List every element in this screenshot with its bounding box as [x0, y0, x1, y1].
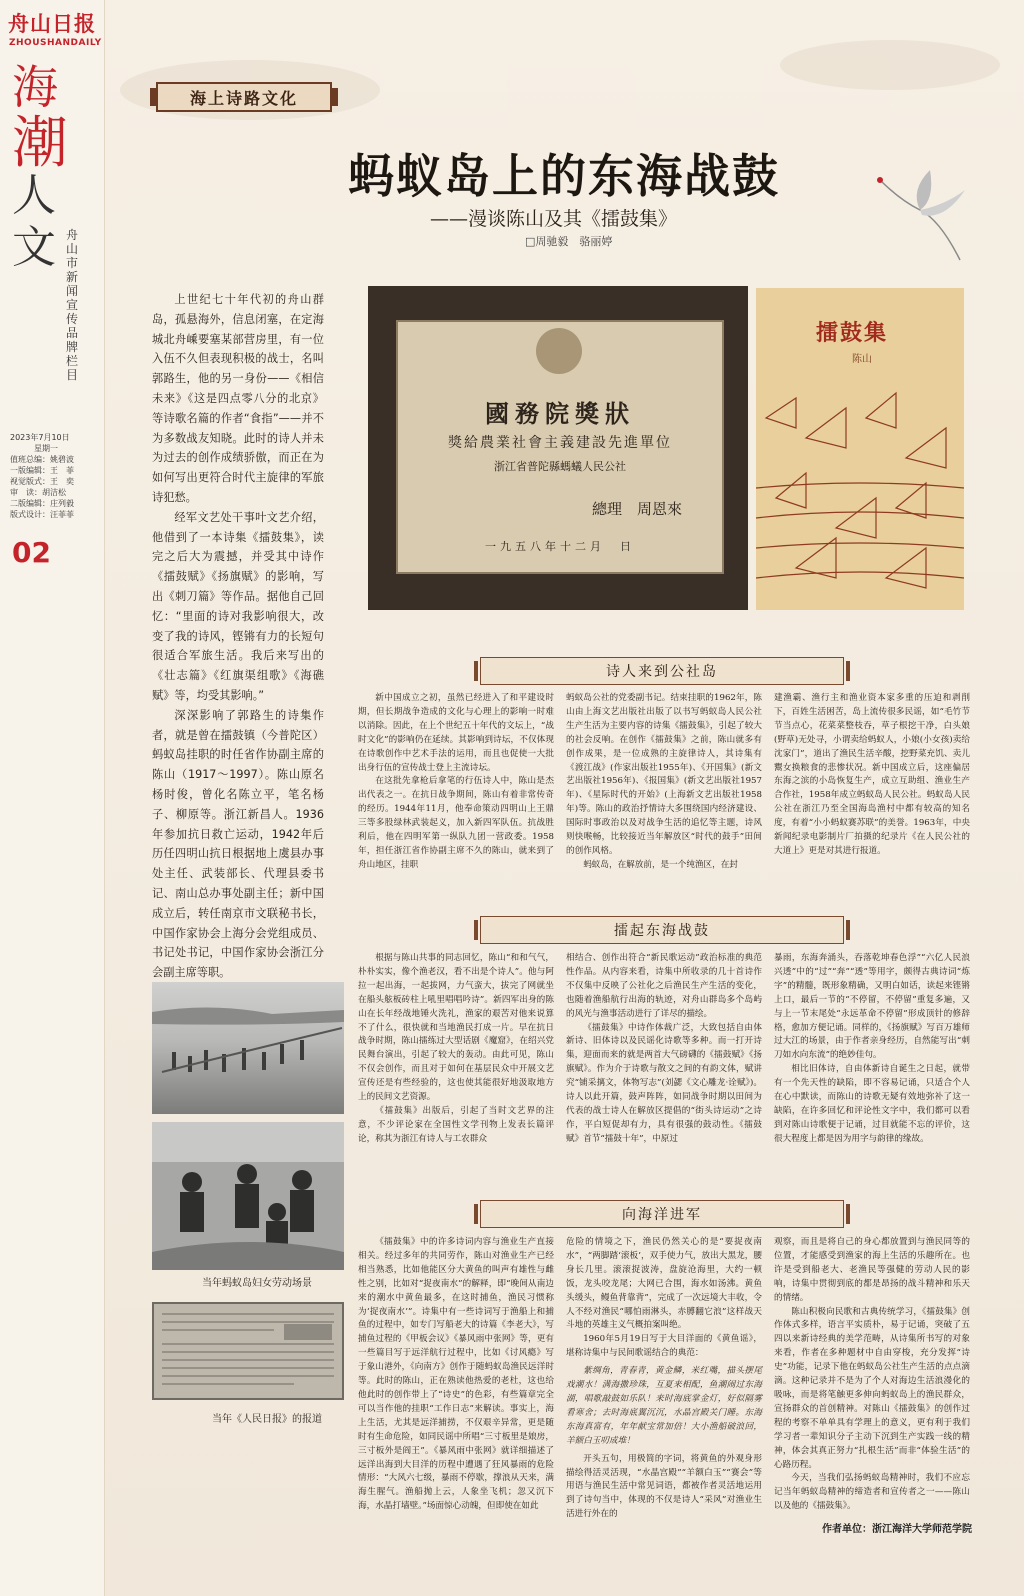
article-paragraph: 今天，当我们弘扬蚂蚁岛精神时，我们不应忘记当年蚂蚁岛精神的缔造者和宣传者之一——陈山以及他的《擂鼓集》。: [774, 1473, 970, 1512]
column-title-char: 人: [12, 170, 56, 221]
sidebar: [0, 0, 105, 1596]
weekday: 星期一: [34, 444, 58, 453]
article-column: [774, 952, 970, 1147]
article-paragraph: 1960年5月19日写于大目洋面的《黄鱼谣》，堪称诗集中与民间歌谣结合的典范：: [566, 1334, 762, 1359]
book-author: 陈山: [852, 354, 872, 365]
intro-paragraph: 深深影响了郭路生的诗集作者，就是曾在擂鼓镇（今普陀区）蚂蚁岛挂职的时任省作协副主席的陈山（1917～1997）。陈山原名杨时俊，曾化名陈立平，笔名杨子、柳原等。浙江新昌人。1936年参加抗日救亡运动，1942年后历任四明山抗日根据地上虞县办事处主任、武装部长、代理县委书记、南山总办事处副主任；新中国成立后，转任南京市文联秘书长，中国作家协会上海分会党组成员、书记处书记，中国作家协会浙江分会副主席等职。: [152, 708, 324, 980]
masthead-logo: 舟山日报: [8, 11, 96, 36]
editor-credit: 版式设计：汪菲菲: [10, 510, 74, 519]
editor-credit: 二版编辑：庄列毅: [10, 499, 74, 508]
article-column: [774, 692, 970, 859]
section-heading: 擂起东海战鼓: [480, 916, 844, 944]
intro-paragraph: 经军文艺处干事叶文艺介绍，他借到了一本诗集《擂鼓集》，读完之后大为震撼，并受其中诗作《擂鼓赋》《扬旗赋》的影响，写出《刺刀篇》等作品。据他自己回忆：“里面的诗对我影响很大，改变了我的诗风，铿锵有力的长短句很适合军旅生活。我后来写出的《壮志篇》《红旗渠组歌》《海礁赋》等，均受其影响。”: [152, 510, 324, 702]
national-emblem-icon: [536, 328, 582, 374]
author-affiliation: 作者单位：浙江海洋大学师范学院: [822, 1524, 972, 1535]
article-paragraph: 新中国成立之初，虽然已经进入了和平建设时期，但长期战争造成的文化与心理上的影响一时难以消除。因此，在上个世纪五十年代的文坛上，“战时文化”的影响仍在延续。其影响到诗坛，不仅体现在诗歌创作中艺术手法的运用，而且也促使一大批出身行伍的宣传战士登上主流诗坛。: [358, 693, 554, 773]
editor-credit: 审 读：胡洁松: [10, 488, 66, 497]
crane-illustration: [860, 160, 970, 270]
subheadline: ——漫谈陈山及其《擂鼓集》: [430, 208, 678, 230]
article-paragraph: 开头五句，用极简的字词，将黄鱼的外观身形描绘得活灵活现，“水晶宫殿”“羊额白玉”“赛会”等用语与渔民生活中常见词语，都被作者灵活地运用到了诗句当中，体现的不仅是诗人“采风”对渔业生活进行外在的: [566, 1453, 762, 1520]
page-number: 02: [12, 536, 51, 569]
editor-credit: 值班总编：姚碧波: [10, 455, 74, 464]
article-column: [566, 952, 762, 1147]
article-column: [358, 952, 554, 1147]
certificate-line: 獎給農業社會主義建設先進單位: [448, 435, 672, 451]
beach-scene: [152, 982, 344, 1114]
article-column: [774, 1236, 970, 1514]
article-column: [566, 692, 762, 873]
intro-text: [152, 290, 324, 983]
editor-credit: 一版编辑：王 菲: [10, 466, 74, 475]
issue-date: 2023年7月10日: [10, 433, 70, 442]
article-column: [358, 1236, 554, 1514]
book-title: 擂鼓集: [816, 320, 889, 346]
poem-excerpt: 紫绸角，青春青，黄金鳞，米红嘴，描头摆尾戏潮水！满海撒珍珠，互夏来相配，鱼潮闹过东海湖，唱歌敲鼓如乐队！来时海底掌金灯，好似隔雾看寒舍；去时海底翼沉沉，水晶宫殿关门睡。东海东海真富有，年年献宝常加倍！大小渔船破浪回，羊额白玉叨成堆！: [566, 1366, 762, 1446]
beach-photo: [152, 982, 344, 1114]
editorial-info: [10, 432, 96, 520]
article-paragraph: 相结合、创作出符合“新民歌运动”政治标准的典范性作品。从内容来看，诗集中所收录的几十首诗作不仅集中反映了公社化之后渔民生产生活的变化，也随着渔船航行出海的轨迹，对舟山群岛多个岛屿的风光与渔事活动进行了详尽的描绘。: [566, 953, 762, 1019]
newspaper-clipping: [154, 1304, 342, 1398]
peoples-daily-photo: [152, 1302, 344, 1400]
article-paragraph: 在这批先拿枪后拿笔的行伍诗人中，陈山是杰出代表之一。在抗日战争期间，陈山有着非常传奇的经历。1944年11月，他奉命策动四明山上王鼎三等多股绿林武装起义，加入新四军队伍。抗战胜利后，他在四明军第一纵队九团一营政委。1958年，担任浙江省作协副主席不久的陈山，就来到了舟山地区，挂职: [358, 776, 554, 870]
editor-credit: 视觉版式：王 奕: [10, 477, 74, 486]
column-title-char: 海: [12, 60, 58, 114]
section-tag: 海上诗路文化: [156, 82, 332, 112]
article-paragraph: 蚂蚁岛公社的党委副书记。结束挂职的1962年，陈山由上海文艺出版社出版了以书写蚂蚁岛人民公社生产生活为主要内容的诗集《擂鼓集》，引起了较大的社会反响。在创作《擂鼓集》之前，陈山就多有创作成果，是一位成熟的主旋律诗人，其诗集有《渡江战》(作家出版社1955年)、《开国集》(新文艺出版社1956年)、《报国集》(新文艺出版社1957年)、《星际时代的开始》(上海新文艺出版社1958年)等。陈山的政治抒情诗大多围绕国内经济建设、国际时事政治以及对战争生活的追忆等主题，诗风则快喉畅，比较接近当年解放区“时代的鼓手”田间的创作风格。: [566, 693, 762, 856]
headline: 蚂蚁岛上的东海战鼓: [348, 149, 780, 203]
article-paragraph: 危险的情境之下，渔民仍然关心的是“要捉夜南水”，“两脚踏‘滚板’，双手使力气，放出大黑龙，腰身长几里。滚滚捉波涛，盘旋沧海里，大约一顿饭，龙头咬龙尾；大网已合围，海水如汤沸。黄鱼头缓头，鳗鱼背靠背”，完成了一次远境大丰收，令人不经对渔民“哪怕雨淋头，赤膊翻它浪”这样战天斗地的英雄主义气概拍案叫绝。: [566, 1237, 762, 1331]
article-paragraph: 观察，而且是将自己的身心都放置到与渔民同等的位置，才能感受到渔家的海上生活的乐趣所在。也许是受到船老大、老渔民等强健的劳动人民的影响，诗集中贯彻到底的都是昂扬的战斗精神和乐天的情绪。: [774, 1237, 970, 1303]
masthead-english: ZHOUSHANDAILY: [9, 38, 102, 48]
column-title-char: 潮: [12, 111, 68, 176]
photo-caption: 当年蚂蚁岛妇女劳动场景: [202, 1278, 312, 1289]
certificate-line: 浙江省普陀縣螞蟻人民公社: [494, 460, 626, 473]
column-tagline: 舟山市新闻宣传品牌栏目: [66, 228, 79, 382]
certificate-signature: 總理 周恩來: [591, 500, 682, 518]
photo-caption: 当年《人民日报》的报道: [212, 1414, 322, 1425]
background-cloud: [780, 40, 1000, 90]
article-column: [566, 1236, 762, 1522]
article-column: [358, 692, 554, 873]
article-paragraph: 陈山积极向民歌和古典传统学习，《擂鼓集》创作体式多样，语言平实质朴，易于记诵，突破了五四以来新诗经典的美学范畴，从诗集所书写的对象来看，作者在多种题材中自由穿梭，充分发挥“诗史”功能，记录下他在蚂蚁岛公社生产生活的点点滴滴。这种记录并不是为了个人对海边生活浪漫化的吸咏，而是将笔触更多伸向蚂蚁岛上的渔民群众，宣扬群众的首创精神。对陈山《擂鼓集》的创作过程的考察不单单具有学理上的意义，更有利于我们学习者一辈知识分子主动下沉到生产实践一线的精神，体会其真正努力“扎根生活”而非“体验生活”的心路历程。: [774, 1306, 970, 1470]
women-labor-photo: [152, 1122, 344, 1270]
certificate: [396, 320, 724, 574]
article-paragraph: 《擂鼓集》中的许多诗词内容与渔业生产直接相关。经过多年的共同劳作，陈山对渔业生产已经相当熟悉，比如他能区分大黄鱼的叫声有雄性与雌性之别，比如对“捉夜南水”的解释，即“晚间从南边来的潮水中黄鱼最多，在这时捕鱼，渔民习惯称为‘捉夜南水’”。诗集中有一些诗词写于渔船上和捕鱼的过程中，如专门写船老大的诗篇《李老大》，写捕鱼过程的《甲板会议》《暴风雨中张网》等，更有一些篇目写于远洋航行过程中，比如《讨风瘾》写于象山港外，《向南方》创作于随蚂蚁岛渔民远洋时等。此时的陈山，正在熟读他热爱的老杜，这也给他此时的创作带上了“诗史”的色彩，有些篇章完全可以当作他的挂职“工作日志”来解读。事实上，海上生活，尤其是远洋捕捞，不仅艰辛异常，更是随时有生命危险，如同民谣中所唱“三寸板里是娘房，三寸板外是阎王”。《暴风雨中张网》就详细描述了远洋出海到大目洋的历程中遭遇了狂风暴雨的危险情形：“大风六七级，暴雨不停歇，撑浪从天来，满海生腥气。渔船抛上云，人象坐飞机；忽又沉下海，水晶打墙壁。”场面惊心动魄，但即使在如此: [358, 1237, 554, 1512]
article-paragraph: 《擂鼓集》出版后，引起了当时文艺界的注意，不少评论家在全国性文学刊物上发表长篇评论，称其为浙江有诗人与工农群众: [358, 1105, 554, 1144]
certificate-title: 國務院獎狀: [485, 399, 635, 428]
byline: □周驰毅 骆丽婷: [525, 235, 613, 248]
article-paragraph: 《擂鼓集》中诗作体裁广泛，大致包括自由体新诗、旧体诗以及民谣化诗歌等多种。而一打开诗集，迎面而来的就是两首大气磅礴的《擂鼓赋》《扬旗赋》。作为介于诗歌与散文之间的有韵文体，赋讲究“铺采摛文，体物写志”(刘勰《文心雕龙·诠赋》)。诗人以此开篇，鼓声阵阵，如同战争时期以田间为代表的战士诗人在解放区提倡的“街头诗运动”之诗作，平白短促却有力，具有很强的鼓动性。《擂鼓赋》首节“擂鼓十年”，中原过: [566, 1022, 762, 1144]
intro-paragraph: 上世纪七十年代初的舟山群岛，孤悬海外，信息闭塞，在定海城北舟嵊要塞某部营房里，有一位入伍不久但表现积极的战士，名叫郭路生，他的另一身份——《相信未来》《这是四点零八分的北京》等诗歌名篇的作者“食指”——并不为多数战友知晓。此时的诗人并未为过去的创作成绩骄傲，而正在为如何写出更符合时代主旋律的军旅诗犯愁。: [152, 293, 324, 504]
women-working-scene: [152, 1122, 344, 1270]
column-title-char: 文: [12, 222, 56, 273]
section-heading: 诗人来到公社岛: [480, 657, 844, 685]
boats-illustration: [756, 378, 964, 610]
article-paragraph: 根据与陈山共事的同志回忆，陈山“和和气气，朴朴实实，像个渔老汉，看不出是个诗人”。他与阿拉一起出海，一起拔网，力气蛮大，拔完了网就坐在船头舷板砖柱上吼里唱唱吟诗”。新四军出身的陈山在长年经战地锤火洗礼，渔家的艰苦对他来说算不了什么，很快就和当地渔民打成一片。早在抗日战争时期，陈山擂练过大型话剧《魔窟》，在绍兴党民舞台演出，引起了较大的轰动。由此可见，陈山不仅会创作，而且对于如何在基层民众中开展文艺宣传还是有些经验的，这也使其能很好地汲取地方上的民间文艺资源。: [358, 953, 554, 1103]
certificate-photo: [368, 286, 748, 610]
article-paragraph: 相比旧体诗，自由体新诗自诞生之日起，就带有一个先天性的缺陷，即不容易记诵，只适合个人在心中默读，而陈山的诗歌无疑有效地弥补了这一缺陷，在许多回忆和评论性文字中，我们都可以看到对陈山诗歌便于记诵，过目就能不忘的评价，这很大程度上都是因为用字与韵律的缘故。: [774, 1064, 970, 1144]
article-paragraph: 建渔霸、渔行主和渔业资本家多重的压迫和剥削下，百姓生活困苦，岛上流传很多民谣，如“毛竹节节当点心，花菜菜整枝吞，草子根挖干净，白头娘(野草)无处寻，小谓卖给蚂蚁人，小娘(小女孩)卖给沈家门”，道出了渔民生活辛酸，挖野菜充饥、卖儿鬻女换粮食的悲惨状况。新中国成立后，这座偏居东海之滨的小岛恢复生产，成立互助组、渔业生产合作社，1958年成立蚂蚁岛人民公社。蚂蚁岛人民公社在浙江乃至全国海岛渔村中都有较高的知名度，有着“小小蚂蚁赛苏联”的美誉。1963年，中央新闻纪录电影制片厂拍摄的纪录片《在人民公社的大道上》更是对其进行报道。: [774, 693, 970, 856]
section-heading: 向海洋进军: [480, 1200, 844, 1228]
article-paragraph: 暴雨，东海奔涌头，吞落乾坤春色浮”“六亿人民浪兴透”中的“过”“奔”“透”等用字，颇得古典诗词“炼字”的精髓，既形象精确，又明白如话，读起来铿锵上口，最后一节的“不停留，不停留”重复多遍，又与上一节末尾处“永远革命不停留”形成顶针的修辞格，愈加方便记诵。同样的，《扬旗赋》写百万雄师过大江的场景，由于作者亲身经历，自然能写出“刺刀如水向东流”的绝妙佳句。: [774, 953, 970, 1061]
article-paragraph: 蚂蚁岛，在解放前，是一个纯渔区，在封: [583, 859, 738, 870]
book-cover-photo: [756, 288, 964, 610]
certificate-date: 一九五八年十二月 日: [485, 540, 635, 553]
